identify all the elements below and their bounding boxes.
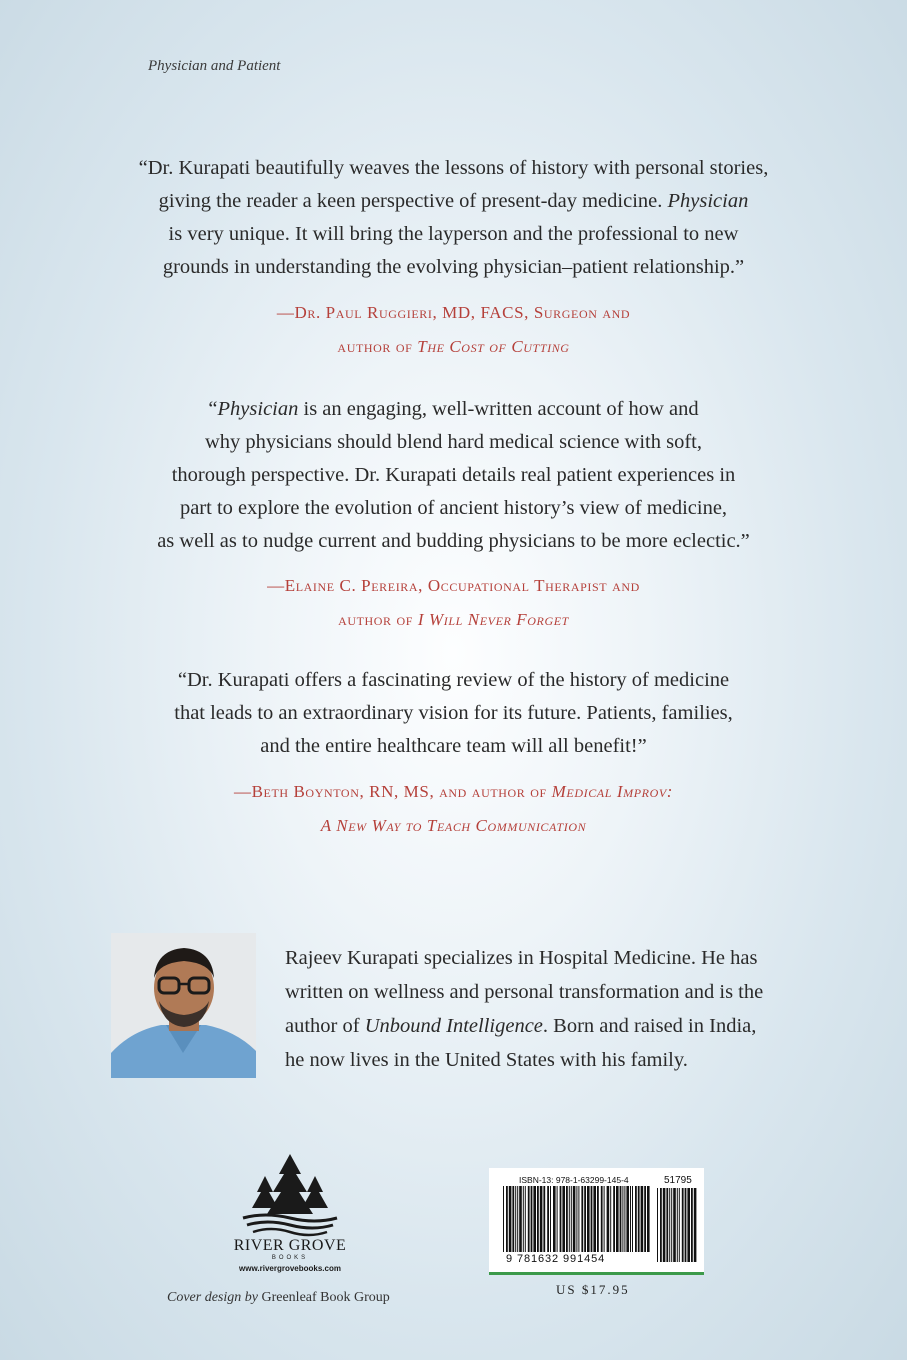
barcode-bar <box>591 1186 593 1252</box>
barcode-bar <box>660 1188 662 1262</box>
barcode-bar <box>569 1186 570 1252</box>
barcode-bar <box>691 1188 693 1262</box>
barcode-bar <box>503 1186 504 1252</box>
barcode-bar <box>550 1186 551 1252</box>
barcode-bar <box>601 1186 603 1252</box>
barcode-bar <box>626 1186 629 1252</box>
barcode-bar <box>566 1186 568 1252</box>
quote-line: “Dr. Kurapati offers a fascinating review of the history of medicine <box>177 669 730 691</box>
barcode-bar <box>523 1186 524 1252</box>
publisher-sub: BOOKS <box>271 1255 309 1261</box>
barcode-addon: 51795 <box>664 1175 692 1186</box>
publisher-name: RIVER GROVE <box>233 1237 347 1254</box>
barcode-bar <box>562 1186 565 1252</box>
barcode-bar <box>512 1186 514 1252</box>
barcode-bar <box>543 1186 545 1252</box>
series-title: Physician and Patient <box>148 58 281 74</box>
price: US $17.95 <box>556 1282 630 1297</box>
barcode-bar <box>641 1186 644 1252</box>
barcode-bar <box>685 1188 687 1262</box>
quote-1-attribution <box>0 296 907 364</box>
quote-1 <box>0 152 907 284</box>
barcode-bar <box>557 1186 558 1252</box>
quote-line: “Dr. Kurapati beautifully weaves the lessons of history with personal stories, <box>138 157 769 179</box>
barcode-bar <box>638 1186 640 1252</box>
quote-line: part to explore the evolution of ancient history’s view of medicine, <box>179 497 728 519</box>
barcode-bar <box>506 1186 508 1252</box>
quote-line: “Physician is an engaging, well-written account of how and <box>208 398 699 420</box>
barcode-bar <box>584 1186 586 1252</box>
barcode-bar <box>673 1188 676 1262</box>
barcode-bar <box>620 1186 622 1252</box>
barcode-bar <box>677 1188 678 1262</box>
barcode <box>489 1168 704 1275</box>
quote-2-attribution <box>0 569 907 637</box>
quote-2 <box>0 393 907 558</box>
barcode-bar <box>666 1188 668 1262</box>
quote-3-attribution <box>0 775 907 843</box>
cover-credit: Cover design by Greenleaf Book Group <box>167 1290 390 1305</box>
barcode-bar <box>622 1186 623 1252</box>
quote-3 <box>0 664 907 763</box>
barcode-bar <box>682 1188 684 1262</box>
barcode-bar <box>597 1186 599 1252</box>
quote-line: that leads to an extraordinary vision for its future. Patients, families, <box>174 702 733 724</box>
barcode-bar <box>644 1186 646 1252</box>
isbn-label: ISBN-13: 978-1-63299-145-4 <box>519 1175 629 1185</box>
quote-line: grounds in understanding the evolving physician–patient relationship.” <box>162 256 745 278</box>
barcode-bar <box>679 1188 680 1262</box>
barcode-bar <box>671 1188 672 1262</box>
barcode-bar <box>593 1186 596 1252</box>
barcode-bar <box>624 1186 625 1252</box>
barcode-bar <box>694 1188 697 1262</box>
bio-line: author of Unbound Intelligence. Born and raised in India, <box>285 1015 757 1037</box>
barcode-bar <box>547 1186 549 1252</box>
bio-line: written on wellness and personal transformation and is the <box>285 981 764 1003</box>
publisher-logo <box>215 1148 365 1278</box>
quote-line: and the entire healthcare team will all benefit!” <box>260 735 647 757</box>
barcode-bar <box>635 1186 637 1252</box>
barcode-bar <box>630 1186 631 1252</box>
attribution-line: author of I Will Never Forget <box>338 610 569 629</box>
barcode-bar <box>647 1186 650 1252</box>
attribution-line: —Beth Boynton, RN, MS, and author of Medical Improv: <box>233 782 674 801</box>
barcode-bar <box>540 1186 543 1252</box>
barcode-bar <box>576 1186 577 1252</box>
barcode-bar <box>531 1186 533 1252</box>
tree-logo-icon <box>215 1148 365 1238</box>
barcode-bar <box>553 1186 556 1252</box>
barcode-bar <box>571 1186 572 1252</box>
quote-line: as well as to nudge current and budding physicians to be more eclectic.” <box>157 530 750 552</box>
attribution-line: —Dr. Paul Ruggieri, MD, FACS, Surgeon and <box>276 303 631 322</box>
bio-line: he now lives in the United States with his family. <box>285 1049 688 1071</box>
quote-line: thorough perspective. Dr. Kurapati details real patient experiences in <box>171 464 736 486</box>
barcode-bar <box>604 1186 605 1252</box>
quote-line: is very unique. It will bring the layperson and the professional to new <box>168 223 739 245</box>
barcode-bar <box>616 1186 619 1252</box>
attribution-line: A New Way to Teach Communication <box>320 816 587 835</box>
quote-line: why physicians should blend hard medical science with soft, <box>204 431 702 453</box>
barcode-bar <box>613 1186 615 1252</box>
barcode-bar <box>663 1188 666 1262</box>
author-portrait-illustration <box>111 933 256 1078</box>
barcode-bar <box>687 1188 690 1262</box>
barcode-bar <box>657 1188 658 1262</box>
author-photo <box>111 933 256 1078</box>
attribution-line: author of The Cost of Cutting <box>337 337 570 356</box>
attribution-line: —Elaine C. Pereira, Occupational Therapist and <box>267 576 640 595</box>
barcode-bar <box>517 1186 518 1252</box>
quote-line: giving the reader a keen perspective of present-day medicine. Physician <box>158 190 749 212</box>
barcode-digits: 9 781632 991454 <box>506 1253 606 1265</box>
bio-line: Rajeev Kurapati specializes in Hospital Medicine. He has <box>285 947 758 969</box>
barcode-bar <box>509 1186 512 1252</box>
barcode-bar <box>581 1186 583 1252</box>
barcode-bar <box>607 1186 610 1252</box>
barcode-bar <box>669 1188 670 1262</box>
barcode-bar <box>533 1186 536 1252</box>
barcode-bar <box>528 1186 530 1252</box>
barcode-bar <box>560 1186 562 1252</box>
barcode-bar <box>519 1186 522 1252</box>
barcode-bar <box>578 1186 579 1252</box>
barcode-bar <box>610 1186 611 1252</box>
barcode-bar <box>525 1186 526 1252</box>
author-bio <box>285 941 805 1077</box>
publisher-url: www.rivergrovebooks.com <box>239 1264 341 1273</box>
barcode-bar <box>573 1186 576 1252</box>
barcode-bar <box>515 1186 516 1252</box>
barcode-bar <box>632 1186 633 1252</box>
barcode-bar <box>587 1186 590 1252</box>
barcode-bar <box>537 1186 539 1252</box>
